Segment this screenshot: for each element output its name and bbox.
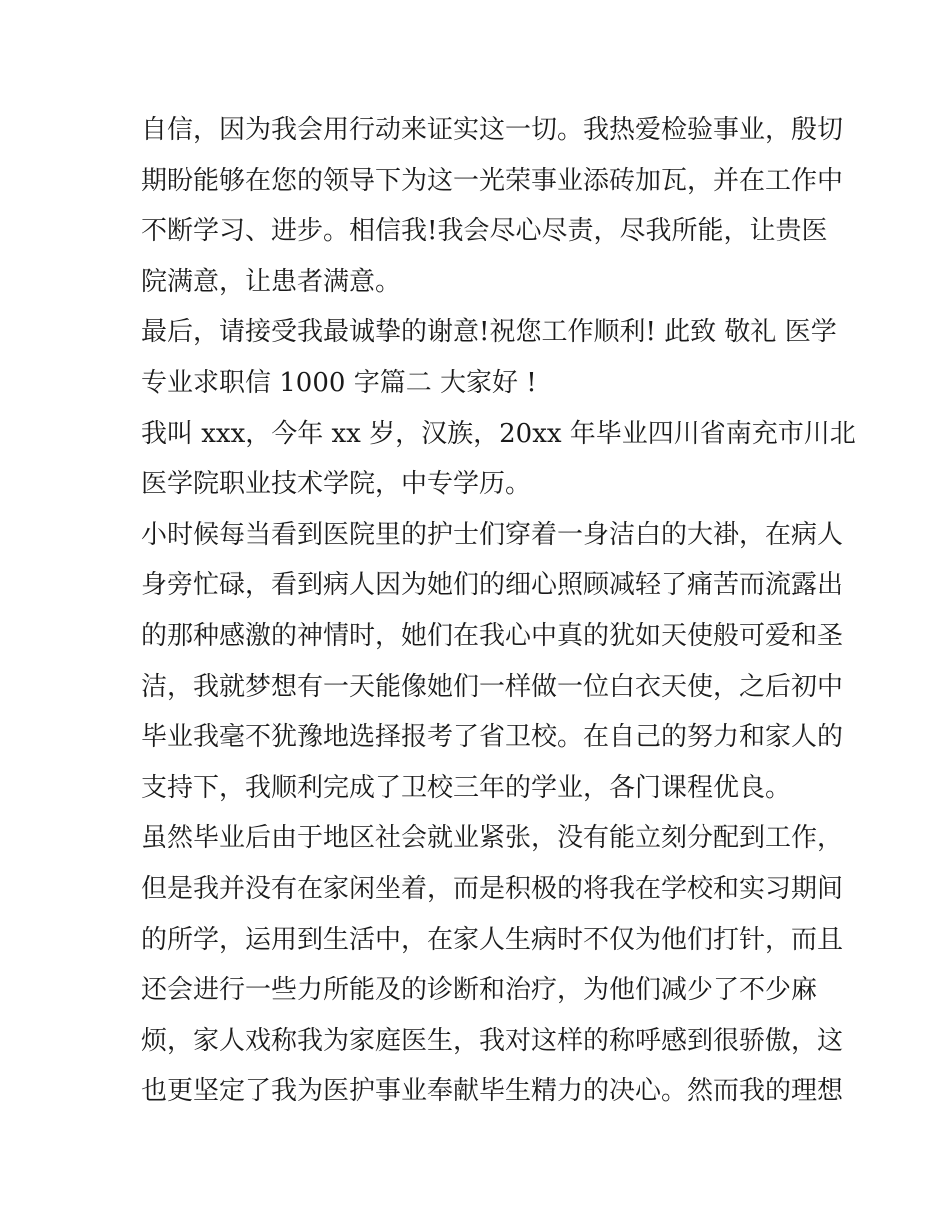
text-line: 期盼能够在您的领导下为这一光荣事业添砖加瓦，并在工作中 (141, 165, 844, 196)
text-line: 的那种感激的神情时，她们在我心中真的犹如天使般可爱和圣 (141, 620, 844, 651)
text-line: 毕业我毫不犹豫地选择报考了省卫校。在自己的努力和家人的 (141, 722, 844, 753)
text-line: 自信，因为我会用行动来证实这一切。我热爱检验事业，殷切 (141, 115, 844, 145)
text-line: 身旁忙碌，看到病人因为她们的细心照顾减轻了痛苦而流露出 (141, 570, 844, 601)
document-body (141, 105, 856, 1117)
text-line: 但是我并没有在家闲坐着，而是积极的将我在学校和实习期间 (141, 873, 844, 904)
text-line: 我叫 xxx，今年 xx 岁，汉族，20xx 年毕业四川省南充市川北 (141, 418, 856, 449)
text-line: 院满意，让患者满意。 (141, 266, 402, 297)
text-line: 支持下，我顺利完成了卫校三年的学业，各门课程优良。 (141, 772, 792, 803)
text-line: 不断学习、进步。相信我!我会尽心尽责，尽我所能，让贵医 (141, 216, 828, 247)
text-line: 的所学，运用到生活中，在家人生病时不仅为他们打针，而且 (141, 924, 844, 955)
text-line: 医学院职业技术学院，中专学历。 (141, 469, 532, 500)
text-line: 洁，我就梦想有一天能像她们一样做一位白衣天使，之后初中 (141, 671, 844, 702)
text-line: 最后，请接受我最诚挚的谢意!祝您工作顺利! 此致 敬礼 医学 (141, 317, 837, 348)
text-line: 还会进行一些力所能及的诊断和治疗，为他们减少了不少麻 (141, 975, 818, 1006)
text-line: 虽然毕业后由于地区社会就业紧张，没有能立刻分配到工作， (141, 823, 844, 854)
text-line: 专业求职信 1000 字篇二 大家好 ! (141, 367, 537, 398)
text-line: 烦，家人戏称我为家庭医生，我对这样的称呼感到很骄傲，这 (141, 1025, 844, 1056)
text-line: 也更坚定了我为医护事业奉献毕生精力的决心。然而我的理想 (141, 1076, 844, 1107)
text-line: 小时候每当看到医院里的护士们穿着一身洁白的大褂，在病人 (141, 519, 844, 550)
